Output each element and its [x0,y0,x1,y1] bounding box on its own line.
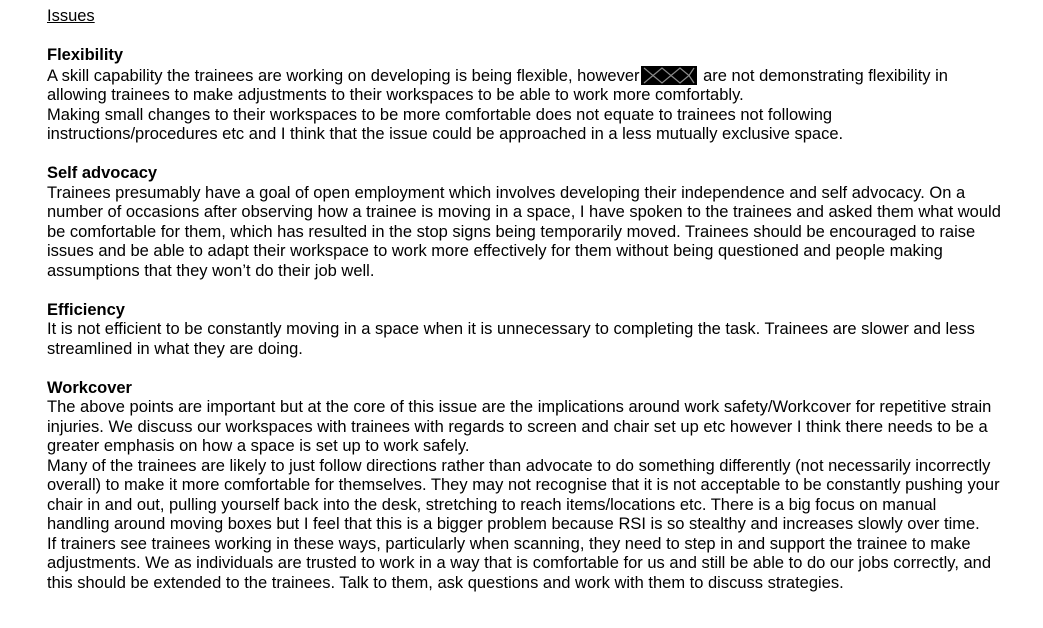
workcover-paragraph-1: The above points are important but at the core of this issue are the implications around work safety/Workcover for repetitive strain injuries. We discuss our workspaces with trainees with regards to screen and chair set up etc however I think there needs to be a greater emphasis on how a space is set up to work safely. [47,398,992,455]
blank-line [47,27,1002,47]
blank-line [47,145,1002,165]
flexibility-text-before-redaction: A skill capability the trainees are working on developing is being flexible, however [47,66,640,85]
document-title: Issues [47,7,95,25]
workcover-paragraph-3: If trainers see trainees working in these ways, particularly when scanning, they need to step in and support the trainee to make adjustments. We as individuals are trusted to work in a way that is comfortable for us and still be able to do our jobs correctly, and this should be extended to the trainees. Talk to them, ask questions and work with them to discuss strategies. [47,534,992,592]
section-heading-flexibility: Flexibility [47,46,124,64]
section-heading-workcover: Workcover [47,378,132,397]
blank-line [47,281,1002,301]
self-advocacy-paragraph-1: Trainees presumably have a goal of open employment which involves developing their independence and self advocacy. On a number of occasions after observing how a trainee is moving in a space, I have spoken to the trainees and asked them what would be comfortable for them, which has resulted in the stop signs being temporarily moved. Trainees should be encouraged to raise issues and be able to adapt their workspace to work more effectively for them without being questioned and people making assumptions that they won’t do their job well. [47,183,1001,280]
section-heading-self-advocacy: Self advocacy [47,164,158,182]
efficiency-paragraph-1: It is not efficient to be constantly moving in a space when it is unnecessary to completing the task. Trainees are slower and less streamlined in what they are doing. [47,320,975,358]
flexibility-paragraph-1 [47,66,1002,106]
flexibility-text-after-redaction: are not demonstrating flexibility in allowing trainees to make adjustments to their workspaces to be able to work more comfortably. [47,66,948,104]
section-heading-efficiency: Efficiency [47,300,125,319]
redaction-box-icon [641,66,697,85]
workcover-paragraph-2: Many of the trainees are likely to just follow directions rather than advocate to do something differently (not necessarily incorrectly overall) to make it more comfortable for themselves. They may not recognise that it is not acceptable to be constantly pushing your chair in and out, pulling yourself back into the desk, stretching to reach items/locations etc. There is a big focus on manual handling around moving boxes but I feel that this is a bigger problem because RSI is so stealthy and increases slowly over time. [47,456,1000,533]
blank-line [47,359,1002,379]
flexibility-paragraph-2: Making small changes to their workspaces to be more comfortable does not equate to trainees not following instructions/procedures etc and I think that the issue could be approached in a less mutually exclusive space. [47,105,844,143]
document [47,7,1002,593]
